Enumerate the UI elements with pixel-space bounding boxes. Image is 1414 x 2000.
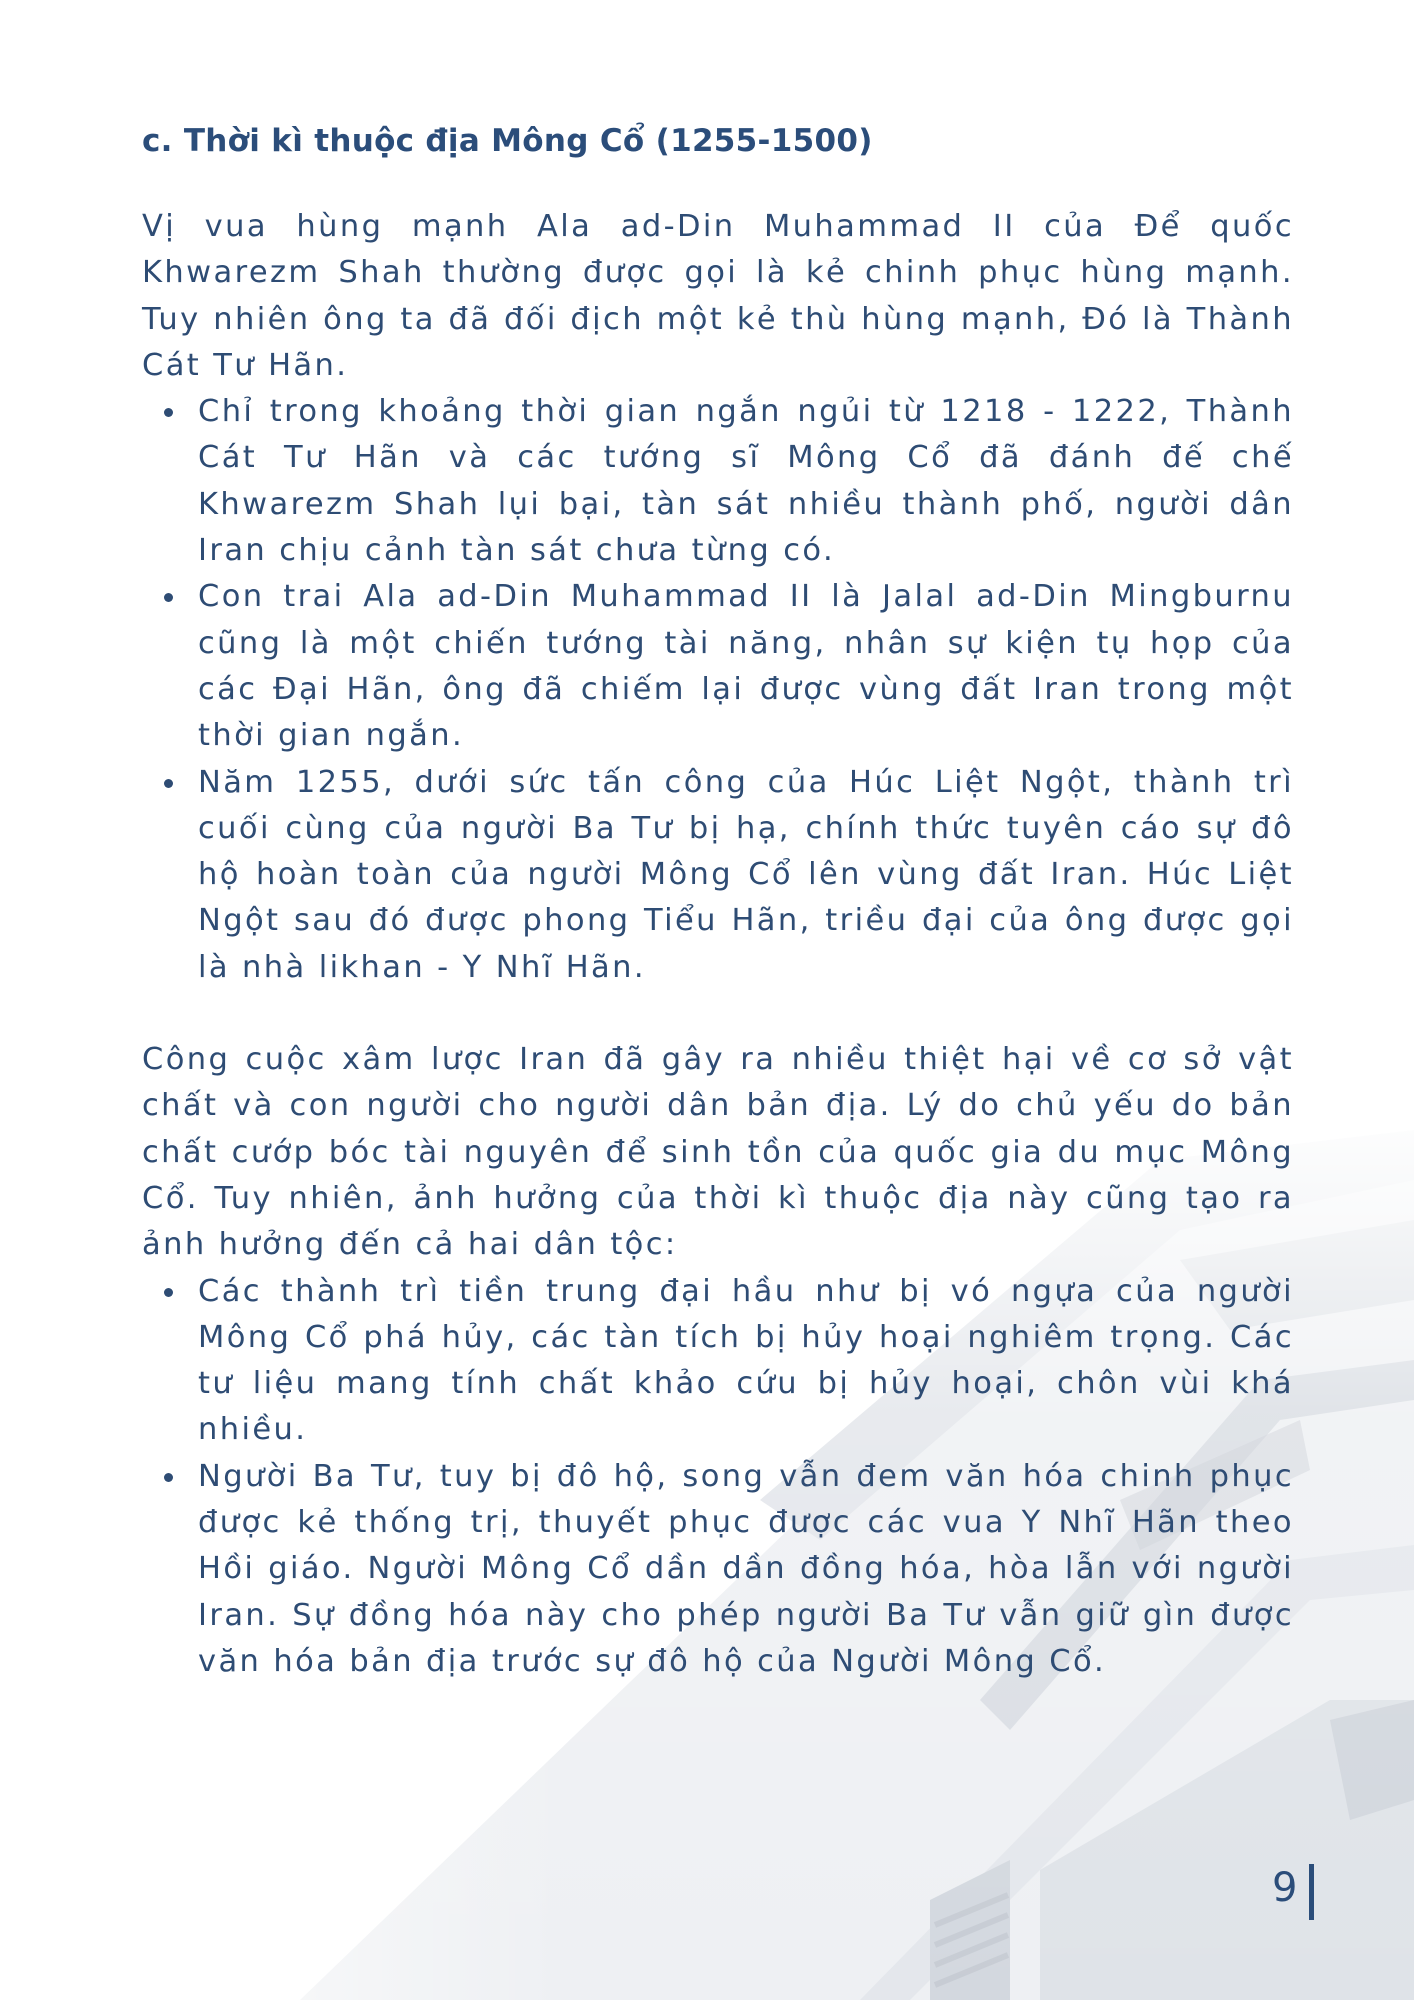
- section2-intro: Công cuộc xâm lược Iran đã gây ra nhiều thiệt hại về cơ sở vật chất và con người cho người dân bản địa. Lý do chủ yếu do bản chất cướp bóc tài nguyên để sinh tồn của quốc gia du mục Mông Cổ. Tuy nhiên, ảnh hưởng của thời kì thuộc địa này cũng tạo ra ảnh hưởng đến cả hai dân tộc:: [142, 1042, 1294, 1263]
- bullet-item: [198, 1454, 1294, 1685]
- paragraph-gap: [142, 991, 1294, 1037]
- bullet-text: Con trai Ala ad-Din Muhammad II là Jalal ad-Din Mingburnu cũng là một chiến tướng tài năng, nhân sự kiện tụ họp của các Đại Hãn, ông đã chiếm lại được vùng đất Iran trong một thời gian ngắn.: [198, 579, 1294, 754]
- bullet-dot-icon: [164, 779, 173, 788]
- bullet-item: [198, 574, 1294, 759]
- section1-bullet-list: [142, 389, 1294, 991]
- bullet-dot-icon: [164, 408, 173, 417]
- section1-intro: Vị vua hùng mạnh Ala ad-Din Muhammad II của Để quốc Khwarezm Shah thường được gọi là kẻ chinh phục hùng mạnh. Tuy nhiên ông ta đã đối địch một kẻ thù hùng mạnh, Đó là Thành Cát Tư Hãn.: [142, 209, 1294, 383]
- bullet-item: [198, 1269, 1294, 1454]
- section2-bullet-list: [142, 1269, 1294, 1686]
- bullet-item: [198, 760, 1294, 991]
- page-content: [142, 118, 1294, 1685]
- page-number-bar: [1309, 1864, 1314, 1920]
- page-number: 9: [1272, 1865, 1298, 1911]
- section-heading: c. Thời kì thuộc địa Mông Cổ (1255-1500): [142, 123, 873, 159]
- bullet-text: Năm 1255, dưới sức tấn công của Húc Liệt Ngột, thành trì cuối cùng của người Ba Tư bị hạ, chính thức tuyên cáo sự đô hộ hoàn toàn của người Mông Cổ lên vùng đất Iran. Húc Liệt Ngột sau đó được phong Tiểu Hãn, triều đại của ông được gọi là nhà likhan - Y Nhĩ Hãn.: [198, 764, 1294, 985]
- bullet-dot-icon: [164, 1288, 173, 1297]
- bullet-dot-icon: [164, 593, 173, 602]
- bullet-text: Chỉ trong khoảng thời gian ngắn ngủi từ 1218 - 1222, Thành Cát Tư Hãn và các tướng sĩ Mông Cổ đã đánh đế chế Khwarezm Shah lụi bại, tàn sát nhiều thành phố, người dân Iran chịu cảnh tàn sát chưa từng có.: [198, 394, 1294, 569]
- bullet-dot-icon: [164, 1473, 173, 1482]
- bullet-text: Các thành trì tiền trung đại hầu như bị vó ngựa của người Mông Cổ phá hủy, các tàn tích bị hủy hoại nghiêm trọng. Các tư liệu mang tính chất khảo cứu bị hủy hoại, chôn vùi khá nhiều.: [198, 1273, 1294, 1448]
- bullet-item: [198, 389, 1294, 574]
- bullet-text: Người Ba Tư, tuy bị đô hộ, song vẫn đem văn hóa chinh phục được kẻ thống trị, thuyết phục được các vua Y Nhĩ Hãn theo Hồi giáo. Người Mông Cổ dần dần đồng hóa, hòa lẫn với người Iran. Sự đồng hóa này cho phép người Ba Tư vẫn giữ gìn được văn hóa bản địa trước sự đô hộ của Người Mông Cổ.: [198, 1458, 1294, 1679]
